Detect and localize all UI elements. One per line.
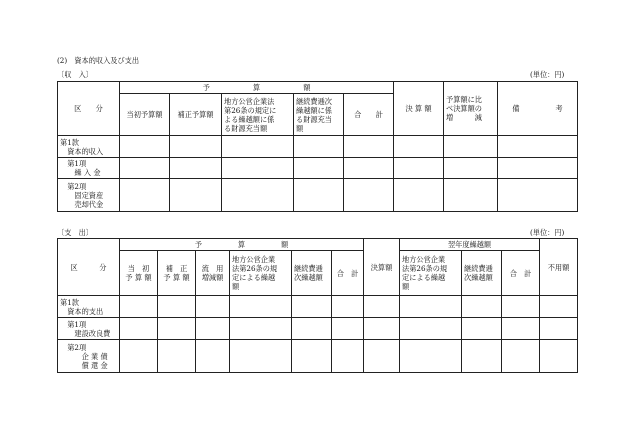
exp-header-kubun: 区 分	[58, 239, 120, 296]
exp-row-label: 第2項 企 業 債 償 還 金	[58, 340, 120, 373]
exp-row-label: 第1款 資本的支出	[58, 296, 120, 318]
rev-header-biko: 備 考	[498, 82, 578, 136]
rev-row-label: 第1項 繰 入 金	[58, 158, 120, 179]
exp-header-y-keizoku: 継続費逓 次繰越額	[462, 251, 502, 296]
cell	[292, 296, 332, 318]
section-title: (2) 資本的収入及び支出	[57, 56, 140, 65]
cell	[498, 158, 578, 179]
cell	[120, 318, 158, 340]
table-row	[58, 136, 578, 158]
cell	[294, 158, 344, 179]
cell	[364, 318, 400, 340]
cell	[120, 340, 158, 373]
table-row	[58, 179, 578, 212]
exp-header-y-gokei: 合 計	[502, 251, 540, 296]
cell	[344, 136, 394, 158]
cell	[120, 296, 158, 318]
cell	[502, 318, 540, 340]
cell	[444, 158, 498, 179]
cell	[294, 179, 344, 212]
expenditure-label: 〔支 出〕	[57, 228, 93, 237]
exp-header-y-chiho: 地方公営企業 法第26条の規 定による繰越 額	[400, 251, 462, 296]
cell	[222, 136, 294, 158]
exp-header-chiho: 地方公営企業 法第26条の規 定による繰越 額	[230, 251, 292, 296]
cell	[364, 296, 400, 318]
rev-header-keizoku: 継続費逓次 繰越額に係 る財源充当 額	[294, 94, 344, 136]
exp-row-label: 第1項 建設改良費	[58, 318, 120, 340]
cell	[332, 296, 364, 318]
cell	[292, 340, 332, 373]
rev-header-yosan: 予 算 額	[120, 82, 394, 94]
cell	[540, 296, 578, 318]
cell	[444, 179, 498, 212]
cell	[498, 136, 578, 158]
revenue-label: 〔収 入〕	[57, 70, 93, 79]
exp-header-kessan: 決算額	[364, 239, 400, 296]
cell	[158, 340, 196, 373]
cell	[540, 318, 578, 340]
revenue-unit: (単位：円)	[530, 70, 565, 79]
rev-header-kubun: 区 分	[58, 82, 120, 136]
cell	[400, 318, 462, 340]
cell	[394, 136, 444, 158]
cell	[120, 158, 170, 179]
rev-header-touki: 当初予算額	[120, 94, 170, 136]
cell	[196, 296, 230, 318]
cell	[462, 340, 502, 373]
rev-header-gokei: 合 計	[344, 94, 394, 136]
cell	[170, 179, 222, 212]
cell	[230, 318, 292, 340]
revenue-table	[57, 81, 578, 212]
cell	[332, 340, 364, 373]
table-row	[58, 340, 578, 373]
exp-header-hosei: 補 正 予 算 額	[158, 251, 196, 296]
cell	[158, 318, 196, 340]
cell	[230, 296, 292, 318]
cell	[170, 136, 222, 158]
expenditure-unit: (単位：円)	[530, 228, 565, 237]
rev-row-label: 第2項 固定資産 売却代金	[58, 179, 120, 212]
cell	[332, 318, 364, 340]
rev-header-chiho: 地方公営企業法 第26条の規定に よる繰越額に係 る財源充当額	[222, 94, 294, 136]
table-row	[58, 158, 578, 179]
cell	[502, 340, 540, 373]
cell	[196, 318, 230, 340]
table-row	[58, 296, 578, 318]
exp-header-touki: 当 初 予 算 額	[120, 251, 158, 296]
cell	[364, 340, 400, 373]
cell	[462, 296, 502, 318]
exp-header-gokei: 合 計	[332, 251, 364, 296]
cell	[196, 340, 230, 373]
exp-header-fuyo: 不用額	[540, 239, 578, 296]
exp-header-keizoku: 継続費逓 次繰越額	[292, 251, 332, 296]
cell	[400, 296, 462, 318]
exp-header-yokunendo: 翌年度繰越額	[400, 239, 540, 251]
cell	[394, 158, 444, 179]
expenditure-table	[57, 238, 578, 373]
rev-header-hikaku: 予算額に比 べ決算額の 増 減	[444, 82, 498, 136]
cell	[292, 318, 332, 340]
exp-header-yosan: 予 算 額	[120, 239, 364, 251]
cell	[540, 340, 578, 373]
cell	[462, 318, 502, 340]
cell	[222, 179, 294, 212]
cell	[222, 158, 294, 179]
exp-header-ryuyo: 流 用 増減額	[196, 251, 230, 296]
cell	[400, 340, 462, 373]
cell	[170, 158, 222, 179]
table-row	[58, 318, 578, 340]
cell	[394, 179, 444, 212]
rev-header-kessan: 決 算 額	[394, 82, 444, 136]
cell	[344, 158, 394, 179]
cell	[498, 179, 578, 212]
cell	[120, 179, 170, 212]
cell	[294, 136, 344, 158]
cell	[158, 296, 196, 318]
cell	[230, 340, 292, 373]
cell	[444, 136, 498, 158]
rev-row-label: 第1款 資本的収入	[58, 136, 120, 158]
cell	[120, 136, 170, 158]
cell	[502, 296, 540, 318]
cell	[344, 179, 394, 212]
rev-header-hosei: 補正予算額	[170, 94, 222, 136]
